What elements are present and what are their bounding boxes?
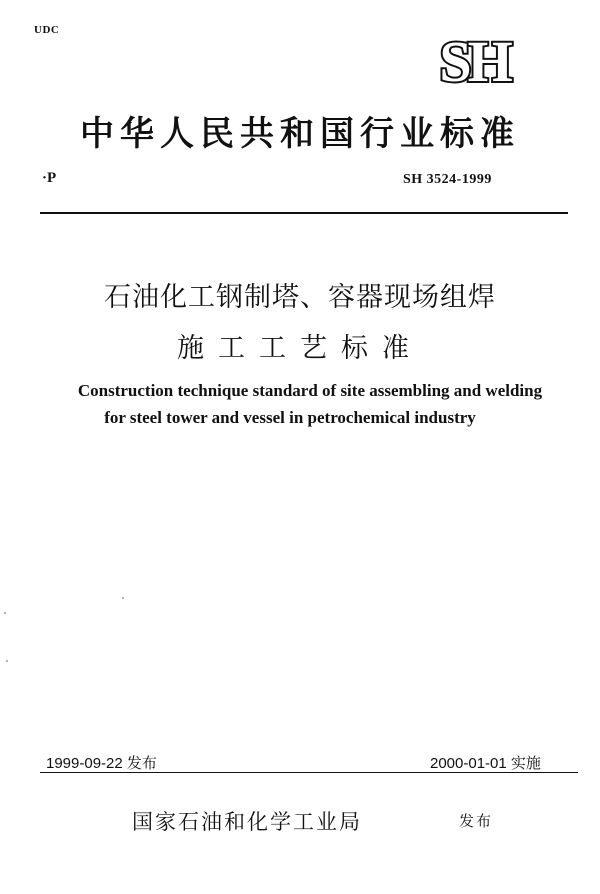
classification-code: ·P	[42, 170, 57, 186]
publisher-note: 发布	[459, 812, 494, 830]
title-english-line-1: Construction technique standard of site assembling and welding	[77, 381, 543, 400]
footer-divider	[40, 772, 578, 773]
title-chinese-line-1: 石油化工钢制塔、容器现场组焊	[104, 282, 496, 313]
industry-standard-title: 中华人民共和国行业标准	[80, 114, 520, 154]
scan-speck	[6, 660, 8, 662]
standard-number: SH 3524-1999	[403, 172, 492, 187]
udc-label: UDC	[34, 24, 60, 36]
implementation-date: 2000-01-01 实施	[430, 755, 541, 772]
scan-speck	[4, 612, 6, 614]
sh-logo-mark	[424, 34, 524, 86]
header-divider	[40, 212, 568, 214]
sh-logo-text: SH	[439, 34, 509, 86]
sh-logo	[424, 34, 524, 86]
scan-speck	[122, 597, 124, 599]
title-english-line-2: for steel tower and vessel in petrochemical industry	[104, 408, 476, 427]
title-chinese-line-2: 施工工艺标准	[177, 333, 423, 364]
issue-date: 1999-09-22 发布	[46, 755, 157, 772]
publisher: 国家石油和化学工业局	[132, 810, 362, 834]
